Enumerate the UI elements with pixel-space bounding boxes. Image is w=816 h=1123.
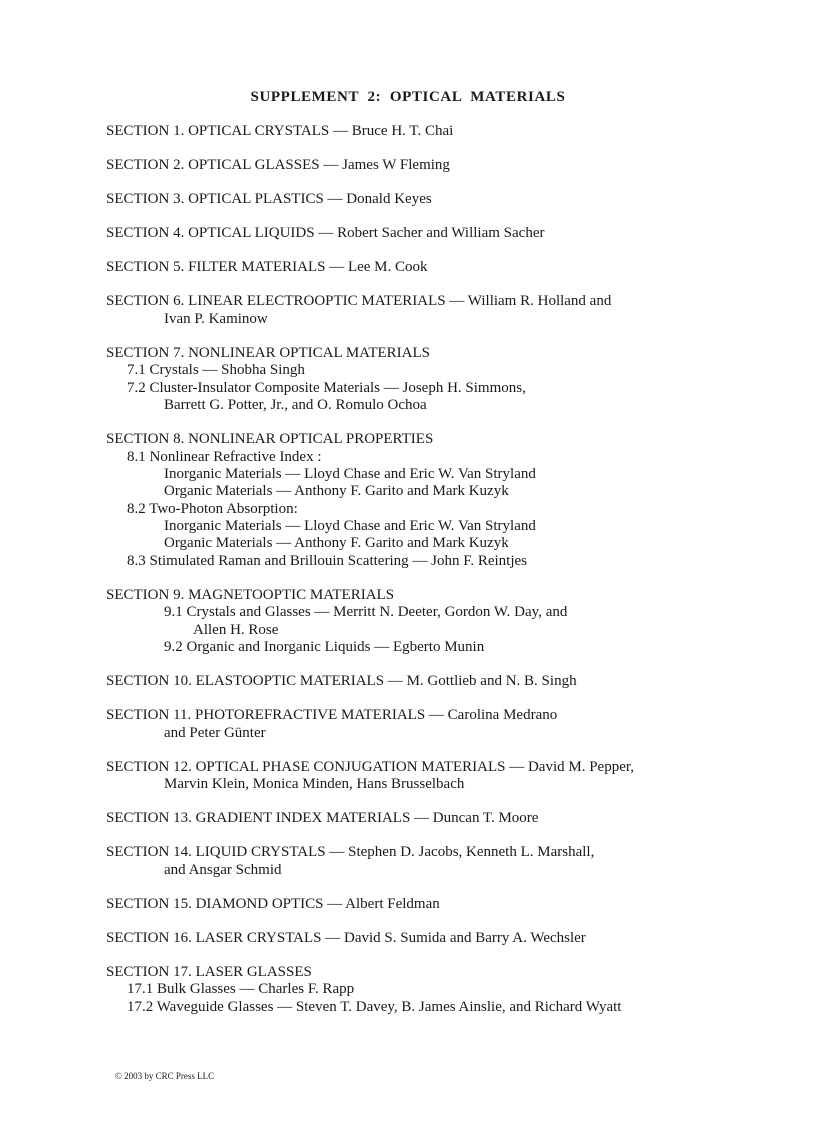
subsection-entry: 9.2 Organic and Inorganic Liquids — Egberto Munin [164, 639, 485, 656]
toc-section-10 [106, 673, 796, 690]
continuation-line: Ivan P. Kaminow [164, 310, 268, 327]
toc-section-8 [106, 431, 796, 570]
continuation-line: Allen H. Rose [193, 621, 279, 638]
toc-section-12 [106, 759, 796, 794]
section-heading: SECTION 1. OPTICAL CRYSTALS — Bruce H. T. Chai [106, 123, 454, 139]
toc-section-14 [106, 844, 796, 879]
continuation-line: and Peter Günter [164, 724, 266, 741]
copyright-footer: © 2003 by CRC Press LLC [115, 1071, 215, 1081]
subsection-entry: 9.1 Crystals and Glasses — Merritt N. Deeter, Gordon W. Day, and [164, 604, 568, 621]
table-of-contents [106, 123, 796, 1033]
section-heading: SECTION 15. DIAMOND OPTICS — Albert Feldman [106, 895, 440, 912]
toc-section-5 [106, 259, 796, 276]
toc-section-7 [106, 345, 796, 415]
section-heading: SECTION 11. PHOTOREFRACTIVE MATERIALS — Carolina Medrano [106, 707, 558, 724]
toc-section-1 [106, 123, 796, 140]
subsection-entry: 8.2 Two-Photon Absorption: [127, 500, 298, 517]
subsection-entry: 17.2 Waveguide Glasses — Steven T. Davey, B. James Ainslie, and Richard Wyatt [127, 998, 622, 1015]
section-heading: SECTION 14. LIQUID CRYSTALS — Stephen D. Jacobs, Kenneth L. Marshall, [106, 844, 595, 861]
toc-section-11 [106, 707, 796, 742]
section-heading: SECTION 9. MAGNETOOPTIC MATERIALS [106, 586, 395, 603]
toc-section-2 [106, 157, 796, 174]
subsection-detail: Inorganic Materials — Lloyd Chase and Eric W. Van Stryland [164, 465, 536, 482]
toc-section-15 [106, 896, 796, 913]
continuation-line: and Ansgar Schmid [164, 861, 282, 878]
subsection-entry: 7.2 Cluster-Insulator Composite Materials — Joseph H. Simmons, [127, 379, 526, 396]
subsection-entry: 17.1 Bulk Glasses — Charles F. Rapp [127, 981, 355, 998]
section-heading: SECTION 7. NONLINEAR OPTICAL MATERIALS [106, 344, 431, 361]
subsection-detail: Inorganic Materials — Lloyd Chase and Eric W. Van Stryland [164, 518, 536, 535]
section-heading: SECTION 16. LASER CRYSTALS — David S. Sumida and Barry A. Wechsler [106, 929, 586, 946]
section-heading: SECTION 5. FILTER MATERIALS — Lee M. Cook [106, 259, 428, 276]
page-title: SUPPLEMENT 2: OPTICAL MATERIALS [250, 89, 566, 105]
section-heading: SECTION 4. OPTICAL LIQUIDS — Robert Sacher and William Sacher [106, 225, 545, 242]
section-heading: SECTION 3. OPTICAL PLASTICS — Donald Keyes [106, 191, 432, 208]
toc-section-9 [106, 587, 796, 657]
section-heading: SECTION 8. NONLINEAR OPTICAL PROPERTIES [106, 431, 434, 448]
toc-section-4 [106, 225, 796, 242]
subsection-entry: 8.1 Nonlinear Refractive Index : [127, 448, 322, 465]
subsection-entry: 7.1 Crystals — Shobha Singh [127, 362, 305, 379]
section-heading: SECTION 6. LINEAR ELECTROOPTIC MATERIALS — William R. Holland and [106, 293, 612, 310]
section-heading: SECTION 17. LASER GLASSES [106, 963, 312, 980]
subsection-detail: Organic Materials — Anthony F. Garito and Mark Kuzyk [164, 535, 509, 552]
section-heading: SECTION 10. ELASTOOPTIC MATERIALS — M. Gottlieb and N. B. Singh [106, 673, 577, 690]
toc-section-16 [106, 930, 796, 947]
toc-section-17 [106, 964, 796, 1016]
toc-section-3 [106, 191, 796, 208]
toc-section-6 [106, 293, 796, 328]
toc-section-13 [106, 810, 796, 827]
subsection-entry: 8.3 Stimulated Raman and Brillouin Scattering — John F. Reintjes [127, 552, 528, 569]
section-heading: SECTION 12. OPTICAL PHASE CONJUGATION MATERIALS — David M. Pepper, [106, 758, 635, 775]
section-heading: SECTION 2. OPTICAL GLASSES — James W Fleming [106, 157, 450, 174]
section-heading: SECTION 13. GRADIENT INDEX MATERIALS — Duncan T. Moore [106, 810, 539, 827]
continuation-line: Barrett G. Potter, Jr., and O. Romulo Ochoa [164, 397, 427, 414]
subsection-detail: Organic Materials — Anthony F. Garito and Mark Kuzyk [164, 483, 509, 500]
continuation-line: Marvin Klein, Monica Minden, Hans Brusselbach [164, 776, 465, 793]
